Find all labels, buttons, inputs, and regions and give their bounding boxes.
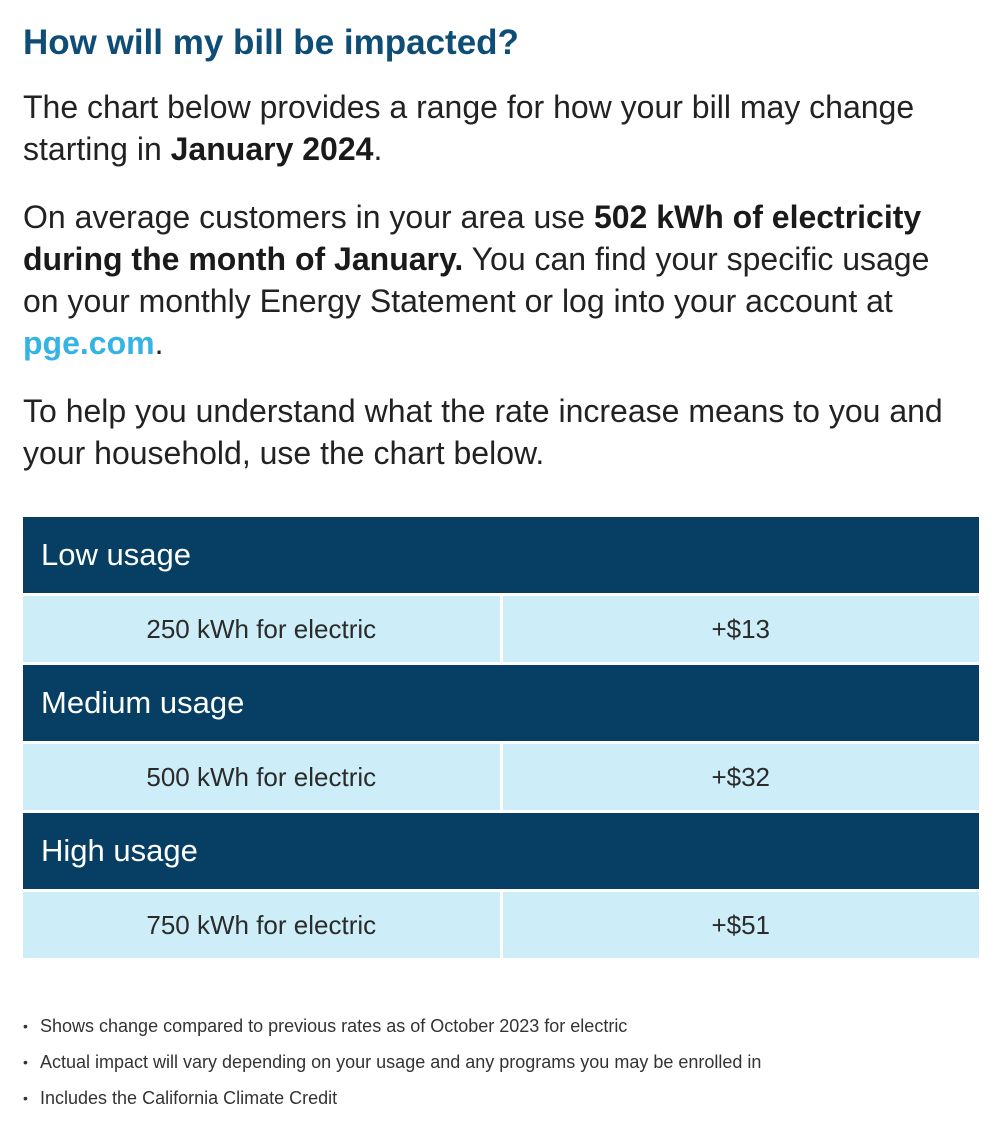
- footnote-text: Shows change compared to previous rates as of October 2023 for electric: [40, 1016, 628, 1036]
- bill-change-cell: +$51: [503, 892, 980, 958]
- usage-lookup-text: You can find your specific usage on your monthly Energy Statement or log into your account at: [23, 241, 930, 319]
- bullet-icon: •: [23, 1018, 28, 1034]
- bullet-icon: •: [23, 1090, 28, 1106]
- footnote-text: Actual impact will vary depending on your usage and any programs you may be enrolled in: [40, 1052, 762, 1072]
- table-row: [23, 889, 979, 961]
- usage-amount-cell: 250 kWh for electric: [23, 596, 503, 662]
- usage-header-high: High usage: [23, 813, 979, 889]
- start-date: January 2024: [170, 131, 374, 167]
- list-item: [23, 1048, 761, 1084]
- usage-header-low: Low usage: [23, 517, 979, 593]
- usage-header-medium: Medium usage: [23, 665, 979, 741]
- list-item: [23, 1084, 761, 1120]
- page-title: How will my bill be impacted?: [23, 23, 519, 62]
- list-item: [23, 1012, 761, 1048]
- intro-paragraph-average-usage: [23, 196, 973, 364]
- usage-amount-cell: 500 kWh for electric: [23, 744, 503, 810]
- intro-text: The chart below provides a range for how your bill may change starting in: [23, 89, 915, 167]
- average-text: On average customers in your area use: [23, 199, 594, 235]
- usage-lookup-end: .: [154, 325, 164, 361]
- footnotes-list: [23, 1012, 761, 1120]
- table-row: [23, 593, 979, 665]
- intro-paragraph-chart-help: To help you understand what the rate increase means to you and your household, use the chart below.: [23, 393, 943, 471]
- usage-table: [23, 517, 979, 961]
- intro-paragraph-range: [23, 86, 973, 170]
- average-usage-value: 502 kWh of electricity during the month of January.: [23, 199, 922, 277]
- intro-text-end: .: [373, 131, 383, 167]
- bullet-icon: •: [23, 1054, 28, 1070]
- bill-change-cell: +$13: [503, 596, 980, 662]
- table-row: [23, 741, 979, 813]
- bill-change-cell: +$32: [503, 744, 980, 810]
- usage-amount-cell: 750 kWh for electric: [23, 892, 503, 958]
- pge-link[interactable]: pge.com: [23, 325, 155, 361]
- footnote-text: Includes the California Climate Credit: [40, 1088, 338, 1108]
